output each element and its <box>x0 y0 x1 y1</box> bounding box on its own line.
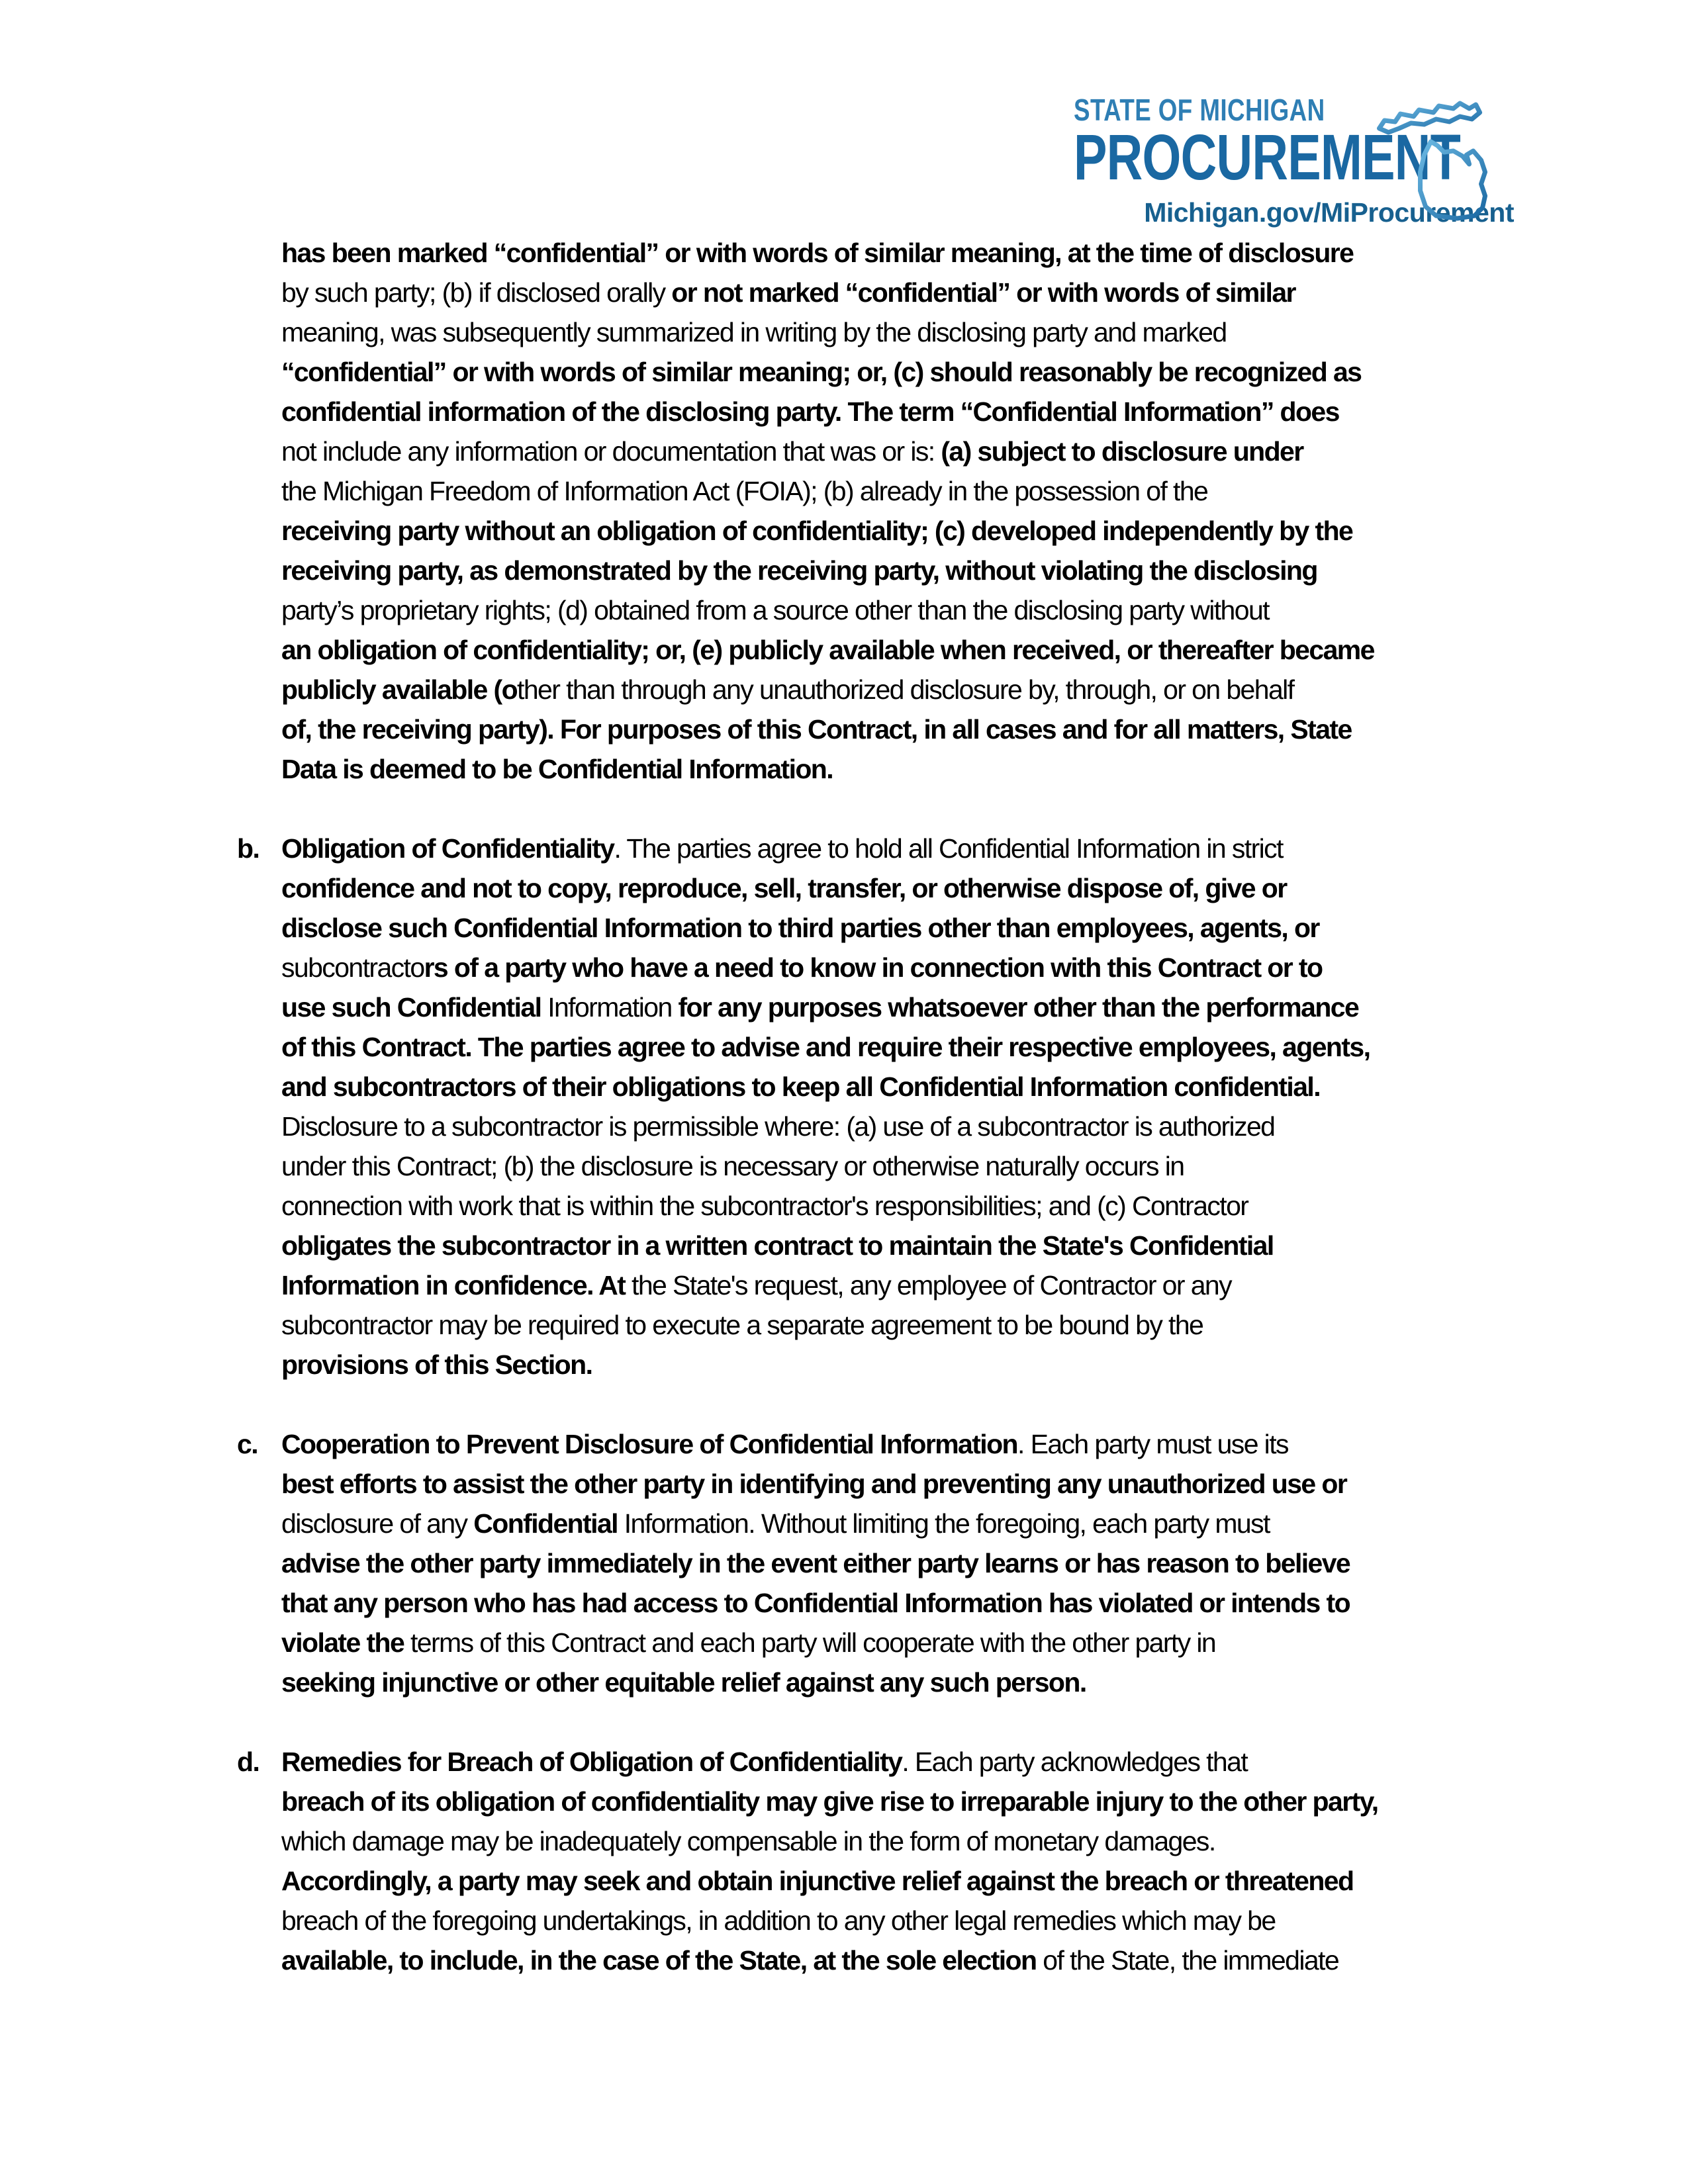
text-line <box>281 590 1534 630</box>
bold-text-run: violate the <box>281 1627 410 1658</box>
bold-text-run: and subcontractors of their obligations to keep all Confidential Information confidential. <box>281 1071 1320 1102</box>
bold-text-run: provisions of this Section. <box>281 1349 592 1380</box>
regular-text-run: . Each party acknowledges that <box>902 1747 1248 1777</box>
regular-text-run: the State's request, any employee of Contractor or any <box>632 1270 1232 1300</box>
logo-procurement: PROCUREMENT <box>1074 121 1461 193</box>
bold-text-run: Data is deemed to be Confidential Information. <box>281 754 833 784</box>
regular-text-run: subcontracto <box>281 952 424 983</box>
regular-text-run: connection with work that is within the subcontractor's responsibilities; and (c) Contractor <box>281 1191 1248 1221</box>
regular-text-run: by such party; (b) if disclosed orally <box>281 277 672 308</box>
paragraph-text <box>281 829 1534 1385</box>
bold-text-run: for any purposes whatsoever other than the performance <box>678 992 1359 1023</box>
bold-text-run: Obligation of Confidentiality <box>281 833 614 864</box>
text-line <box>281 1861 1534 1901</box>
text-line <box>281 670 1534 709</box>
bold-text-run: Remedies for Breach of Obligation of Confidentiality <box>281 1747 902 1777</box>
bold-text-run: (a) subject to disclosure under <box>941 436 1303 467</box>
text-line <box>281 630 1534 670</box>
regular-text-run: . Each party must use its <box>1017 1429 1288 1459</box>
text-line <box>281 948 1534 987</box>
text-line <box>281 1107 1534 1146</box>
text-line <box>281 1067 1534 1107</box>
michigan-outline-icon <box>1350 86 1519 225</box>
text-line <box>281 1940 1534 1980</box>
text-line <box>281 1742 1534 1782</box>
bold-text-run: available, to include, in the case of the State, at the sole election <box>281 1945 1037 1976</box>
bold-text-run: disclose such Confidential Information to third parties other than employees, agents, or <box>281 913 1319 943</box>
regular-text-run: ther than through any unauthorized disclosure by, through, or on behalf <box>517 674 1294 705</box>
text-line <box>281 1345 1534 1385</box>
bold-text-run: an obligation of confidentiality; or, (e) publicly available when received, or thereafter became <box>281 635 1374 665</box>
bold-text-run: receiving party, as demonstrated by the receiving party, without violating the disclosing <box>281 555 1317 586</box>
regular-text-run: of the State, the immediate <box>1036 1945 1339 1976</box>
paragraph-marker: d. <box>237 1747 259 1777</box>
text-line <box>281 551 1534 590</box>
bold-text-run: “confidential” or with words of similar meaning; or, (c) should reasonably be recognized as <box>281 357 1362 387</box>
bold-text-run: Confidential <box>473 1508 624 1539</box>
text-line <box>281 1424 1534 1464</box>
bold-text-run: obligates the subcontractor in a written contract to maintain the State's Confidential <box>281 1230 1274 1261</box>
text-line <box>281 908 1534 948</box>
bold-text-run: Cooperation to Prevent Disclosure of Confidential Information <box>281 1429 1017 1459</box>
document-body <box>237 233 1534 2020</box>
text-line <box>281 829 1534 868</box>
bold-text-run: or not marked “confidential” or with words of similar <box>671 277 1295 308</box>
text-line <box>281 273 1534 312</box>
text-line <box>281 1662 1534 1702</box>
regular-text-run: meaning, was subsequently summarized in writing by the disclosing party and marked <box>281 317 1227 347</box>
regular-text-run: the Michigan Freedom of Information Act (FOIA); (b) already in the possession of the <box>281 476 1208 506</box>
regular-text-run: which damage may be inadequately compensable in the form of monetary damages. <box>281 1826 1215 1856</box>
text-line <box>281 1782 1534 1821</box>
bold-text-run: of this Contract. The parties agree to advise and require their respective employees, agents, <box>281 1032 1370 1062</box>
bold-text-run: receiving party without an obligation of confidentiality; (c) developed independently by the <box>281 516 1353 546</box>
regular-text-run: disclosure of any <box>281 1508 474 1539</box>
regular-text-run: terms of this Contract and each party will cooperate with the other party in <box>410 1627 1216 1658</box>
bold-text-run: has been marked “confidential” or with words of similar meaning, at the time of disclosure <box>281 238 1354 268</box>
text-line <box>281 352 1534 392</box>
bold-text-run: Accordingly, a party may seek and obtain injunctive relief against the breach or threatened <box>281 1866 1354 1896</box>
text-line <box>281 432 1534 471</box>
paragraph <box>237 1742 1534 1980</box>
regular-text-run: breach of the foregoing undertakings, in addition to any other legal remedies which may be <box>281 1905 1276 1936</box>
bold-text-run: advise the other party immediately in the event either party learns or has reason to believe <box>281 1548 1350 1578</box>
regular-text-run: subcontractor may be required to execute a separate agreement to be bound by the <box>281 1310 1203 1340</box>
regular-text-run: party’s proprietary rights; (d) obtained from a source other than the disclosing party without <box>281 595 1269 625</box>
logo-url: Michigan.gov/MiProcurement <box>1144 197 1514 228</box>
paragraph-marker: b. <box>237 833 259 864</box>
paragraph-marker <box>237 233 281 789</box>
text-line <box>281 1265 1534 1305</box>
bold-text-run: Information in confidence. At <box>281 1270 632 1300</box>
text-line <box>281 1623 1534 1662</box>
bold-text-run: use such Confidential <box>281 992 548 1023</box>
text-line <box>281 1821 1534 1861</box>
text-line <box>281 233 1534 273</box>
bold-text-run: publicly available (o <box>281 674 518 705</box>
paragraph-text <box>281 233 1534 789</box>
bold-text-run: breach of its obligation of confidentiality may give rise to irreparable injury to the other party, <box>281 1786 1378 1817</box>
text-line <box>281 749 1534 789</box>
text-line <box>281 1464 1534 1504</box>
bold-text-run: confidence and not to copy, reproduce, sell, transfer, or otherwise dispose of, give or <box>281 873 1287 903</box>
bold-text-run: best efforts to assist the other party in identifying and preventing any unauthorized use or <box>281 1469 1347 1499</box>
text-line <box>281 1504 1534 1543</box>
text-line <box>281 1543 1534 1583</box>
bold-text-run: seeking injunctive or other equitable relief against any such person. <box>281 1667 1086 1698</box>
procurement-logo <box>1074 93 1514 228</box>
regular-text-run: Information. Without limiting the foregoing, each party must <box>624 1508 1270 1539</box>
bold-text-run: rs of a party who have a need to know in connection with this Contract or to <box>424 952 1323 983</box>
text-line <box>281 1305 1534 1345</box>
text-line <box>281 392 1534 432</box>
regular-text-run: not include any information or documentation that was or is: <box>281 436 941 467</box>
text-line <box>281 709 1534 749</box>
text-line <box>281 1186 1534 1226</box>
text-line <box>281 1146 1534 1186</box>
logo-text-stack <box>1074 93 1514 191</box>
regular-text-run: Disclosure to a subcontractor is permissible where: (a) use of a subcontractor is authorized <box>281 1111 1275 1142</box>
bold-text-run: that any person who has had access to Confidential Information has violated or intends to <box>281 1588 1350 1618</box>
text-line <box>281 1901 1534 1940</box>
paragraph <box>237 829 1534 1385</box>
text-line <box>281 868 1534 908</box>
text-line <box>281 1583 1534 1623</box>
paragraph-marker: c. <box>237 1429 258 1459</box>
logo-state-of-michigan: STATE OF MICHIGAN <box>1074 93 1325 127</box>
text-line <box>281 312 1534 352</box>
text-line <box>281 471 1534 511</box>
regular-text-run: under this Contract; (b) the disclosure is necessary or otherwise naturally occurs in <box>281 1151 1184 1181</box>
text-line <box>281 511 1534 551</box>
regular-text-run: . The parties agree to hold all Confidential Information in strict <box>614 833 1283 864</box>
bold-text-run: of, the receiving party). For purposes of this Contract, in all cases and for all matters, State <box>281 714 1352 745</box>
text-line <box>281 1226 1534 1265</box>
paragraph <box>237 233 1534 789</box>
text-line <box>281 987 1534 1027</box>
paragraph-text <box>281 1742 1534 1980</box>
bold-text-run: confidential information of the disclosing party. The term “Confidential Information” does <box>281 396 1339 427</box>
paragraph <box>237 1424 1534 1702</box>
text-line <box>281 1027 1534 1067</box>
regular-text-run: Information <box>547 992 679 1023</box>
paragraph-text <box>281 1424 1534 1702</box>
